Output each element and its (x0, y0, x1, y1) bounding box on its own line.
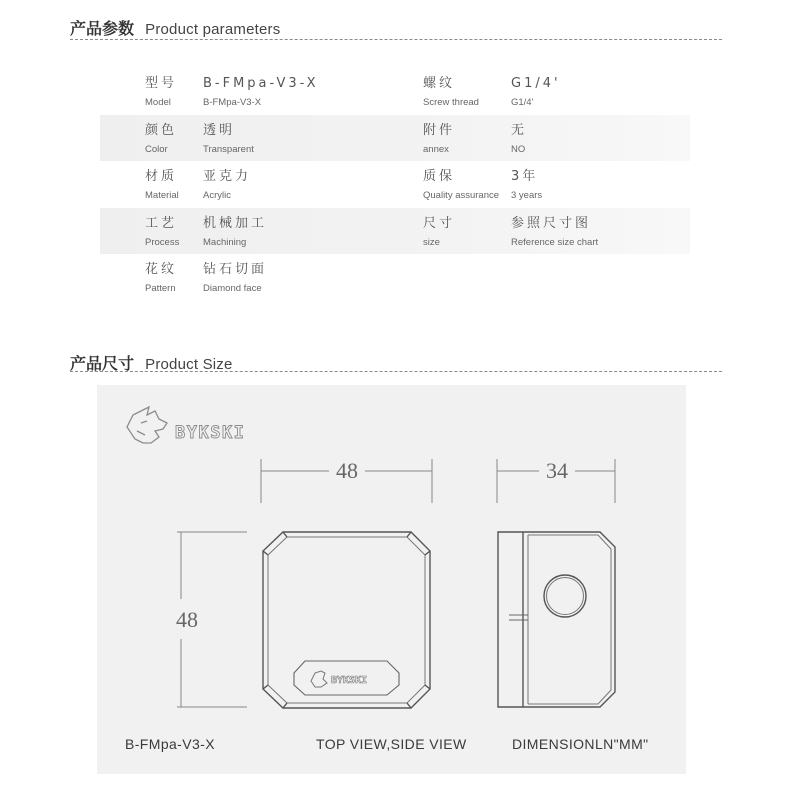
plate-dragon-icon (311, 671, 327, 687)
param-label (145, 123, 177, 155)
label-zh: 尺寸 (423, 215, 456, 231)
value-zh: 钻石切面 (203, 262, 268, 278)
dimension-drawing-panel (97, 385, 686, 774)
value-en: Reference size chart (511, 236, 599, 248)
label-en: size (423, 236, 440, 248)
side-width-label: 34 (546, 458, 568, 483)
label-en: Material (145, 190, 179, 202)
param-label (145, 76, 177, 108)
params-header-en: Product parameters (145, 21, 281, 38)
value-zh: 无 (511, 122, 528, 138)
value-en: G1/4' (511, 97, 534, 108)
label-zh: 螺纹 (423, 76, 456, 91)
param-label (423, 76, 479, 108)
param-row-model (100, 68, 690, 115)
value-zh: 机械加工 (203, 215, 268, 231)
param-label (145, 169, 179, 201)
plate-wordmark: BYKSKI (331, 675, 368, 686)
caption-units: DIMENSIONLN"MM" (512, 736, 649, 752)
value-zh: 亚克力 (203, 169, 252, 185)
label-zh: 质保 (423, 169, 456, 185)
side-view-outline (498, 532, 615, 707)
param-label (423, 123, 455, 155)
dragon-head-icon (127, 407, 167, 443)
label-zh: 附件 (423, 122, 456, 138)
param-value (511, 169, 542, 201)
value-en: Transparent (203, 143, 254, 155)
brand-wordmark: BYKSKI (175, 423, 246, 443)
top-width-label: 48 (336, 458, 358, 483)
value-zh: 透明 (203, 122, 236, 138)
label-zh: 颜色 (145, 122, 178, 138)
value-en: Machining (203, 236, 247, 248)
value-zh: 3年 (511, 169, 539, 185)
parameter-table (100, 68, 690, 301)
label-en: Quality assurance (423, 190, 500, 202)
value-zh: B-FMpa-V3-X (203, 76, 319, 91)
param-value (203, 76, 319, 108)
label-en: Model (145, 97, 171, 108)
label-zh: 工艺 (145, 215, 178, 231)
label-zh: 材质 (145, 169, 178, 185)
caption-views: TOP VIEW,SIDE VIEW (316, 736, 467, 752)
params-header-zh: 产品参数 (70, 19, 135, 38)
param-value (203, 216, 267, 248)
param-value (511, 216, 598, 248)
value-en: Acrylic (203, 190, 231, 202)
height-label: 48 (176, 607, 198, 632)
param-label (145, 262, 177, 294)
param-value (511, 76, 561, 108)
param-label (145, 216, 179, 248)
value-zh: 参照尺寸图 (511, 215, 592, 231)
value-en: Diamond face (203, 283, 262, 295)
size-header-en: Product Size (145, 356, 233, 373)
param-label (423, 216, 455, 248)
value-zh: G1/4' (511, 76, 561, 91)
param-row-material (100, 161, 690, 208)
dimension-drawing (97, 385, 686, 774)
label-en: annex (423, 143, 449, 155)
value-en: NO (511, 143, 526, 155)
param-row-color (100, 115, 690, 162)
param-value (203, 169, 251, 201)
param-value (203, 123, 254, 155)
params-header-divider (70, 39, 722, 40)
brand-logo (127, 407, 245, 443)
label-en: Pattern (145, 283, 176, 295)
param-row-process (100, 208, 690, 255)
caption-model: B-FMpa-V3-X (125, 736, 215, 752)
label-en: Process (145, 236, 180, 248)
size-header-divider (70, 371, 722, 372)
value-en: 3 years (511, 190, 543, 202)
param-label (423, 169, 499, 201)
label-en: Screw thread (423, 97, 479, 108)
label-zh: 花纹 (145, 262, 178, 278)
param-row-pattern (100, 254, 690, 301)
params-section-header (70, 16, 722, 39)
plate-logo (311, 671, 367, 687)
size-header-zh: 产品尺寸 (70, 354, 135, 373)
value-en: B-FMpa-V3-X (203, 97, 262, 108)
param-value (203, 262, 267, 294)
label-en: Color (145, 143, 168, 155)
label-zh: 型号 (145, 76, 178, 91)
param-value (511, 123, 527, 155)
